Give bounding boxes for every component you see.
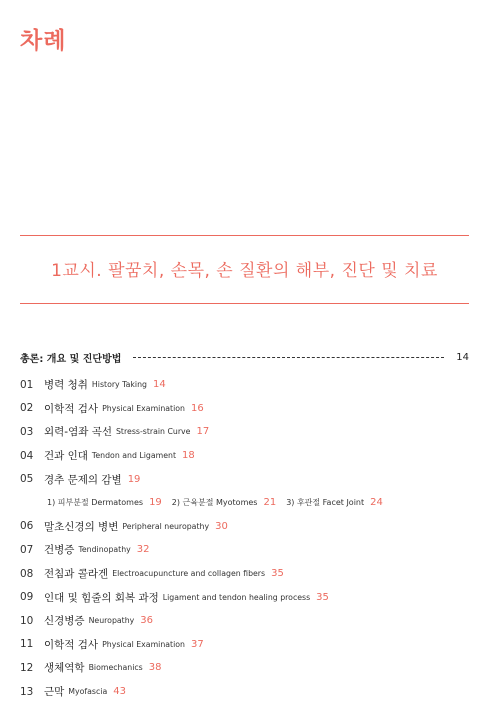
entry-title-en: Peripheral neuropathy [122, 521, 210, 531]
entry-title-ko: 말초신경의 병변 [44, 520, 119, 533]
entry-title-ko: 신경병증 [44, 615, 85, 628]
entry-title-ko: 생체역학 [44, 662, 85, 675]
entry-title-en: Stress-strain Curve [115, 427, 191, 437]
sub-entry-page-number: 24 [370, 497, 383, 509]
entry-number: 01 [20, 378, 34, 391]
entry-page-number: 30 [215, 520, 228, 532]
entry-number: 05 [20, 473, 34, 486]
entry-title-ko: 전침과 콜라겐 [44, 568, 109, 581]
sub-entry-label: 1) 피부분절 Dermatomes [47, 498, 144, 508]
toc-sub-entry[interactable] [286, 497, 383, 508]
entry-title-ko: 외력-염좌 곡선 [44, 426, 112, 439]
entry-number: 12 [20, 661, 34, 674]
entry-number: 13 [20, 685, 34, 698]
entry-page-number: 35 [316, 591, 329, 603]
toc-entry[interactable] [20, 397, 480, 421]
entry-page-number: 37 [191, 638, 204, 650]
toc-entry[interactable] [20, 680, 480, 704]
bottom-divider [20, 303, 469, 304]
entry-title-en: Neuropathy [88, 616, 135, 626]
toc-sub-entries [20, 491, 480, 515]
entry-title-en: Biomechanics [88, 663, 143, 673]
entry-page-number: 43 [113, 686, 126, 698]
entry-title-ko: 건병증 [44, 544, 75, 557]
entry-title-en: Tendinopathy [78, 545, 131, 555]
entry-number: 06 [20, 520, 34, 533]
entry-page-number: 38 [148, 662, 162, 674]
entry-title-ko: 근막 [44, 686, 65, 699]
entry-number: 10 [20, 614, 34, 627]
toc-entry[interactable] [20, 420, 480, 444]
toc-entry[interactable] [20, 609, 480, 633]
toc-entry[interactable] [20, 585, 480, 609]
sub-entry-label: 3) 후관절 Facet Joint [286, 498, 365, 508]
sub-entry-page-number: 19 [149, 497, 162, 509]
entry-title-ko: 이학적 검사 [44, 638, 99, 651]
toc-entry[interactable] [20, 515, 480, 539]
entry-title-ko: 병력 청취 [44, 379, 88, 392]
toc-list [20, 373, 480, 703]
entry-title-ko: 건과 인대 [44, 450, 88, 463]
page-title: 차례 [20, 28, 67, 54]
entry-title-en: History Taking [91, 380, 147, 390]
entry-title-en: Tendon and Ligament [91, 451, 177, 461]
dotted-leader [133, 357, 444, 358]
entry-title-ko: 이학적 검사 [44, 402, 99, 415]
toc-entry[interactable] [20, 633, 480, 657]
entry-title-en: Ligament and tendon healing process [162, 592, 311, 602]
part-title: 1교시. 팔꿈치, 손목, 손 질환의 해부, 진단 및 치료 [51, 261, 438, 281]
overview-page-number: 14 [456, 351, 469, 363]
toc-sub-entry[interactable] [172, 497, 276, 508]
entry-title-en: Myofascia [68, 687, 108, 697]
overview-label: 총론: 개요 및 진단방법 [20, 353, 122, 365]
toc-entry[interactable] [20, 656, 480, 680]
toc-entry[interactable] [20, 467, 480, 491]
entry-number: 08 [20, 567, 34, 580]
sub-entry-label: 2) 근육분절 Myotomes [171, 498, 258, 508]
entry-title-en: Physical Examination [102, 403, 185, 413]
entry-page-number: 17 [196, 426, 210, 438]
overview-entry[interactable] [20, 349, 469, 365]
entry-page-number: 19 [127, 473, 141, 485]
entry-number: 03 [20, 425, 34, 438]
toc-entry[interactable] [20, 444, 480, 468]
toc-entry[interactable] [20, 562, 480, 586]
toc-sub-entry[interactable] [47, 497, 162, 508]
entry-number: 02 [20, 402, 34, 415]
entry-title-ko: 인대 및 힘줄의 회복 과정 [44, 591, 159, 604]
entry-number: 07 [20, 543, 34, 556]
entry-page-number: 16 [191, 402, 204, 414]
entry-title-ko: 경추 문제의 감별 [44, 473, 122, 486]
toc-entry[interactable] [20, 538, 480, 562]
toc-entry[interactable] [20, 373, 480, 397]
entry-page-number: 36 [140, 615, 154, 627]
entry-page-number: 32 [136, 544, 150, 556]
entry-number: 11 [20, 638, 34, 651]
entry-title-en: Electroacupuncture and collagen fibers [112, 569, 266, 579]
entry-page-number: 35 [271, 568, 284, 580]
top-divider [20, 235, 469, 236]
entry-title-en: Physical Examination [102, 639, 185, 649]
entry-page-number: 14 [152, 379, 166, 391]
entry-number: 09 [20, 591, 34, 604]
entry-number: 04 [20, 449, 34, 462]
entry-page-number: 18 [182, 450, 195, 462]
sub-entry-page-number: 21 [263, 497, 277, 509]
